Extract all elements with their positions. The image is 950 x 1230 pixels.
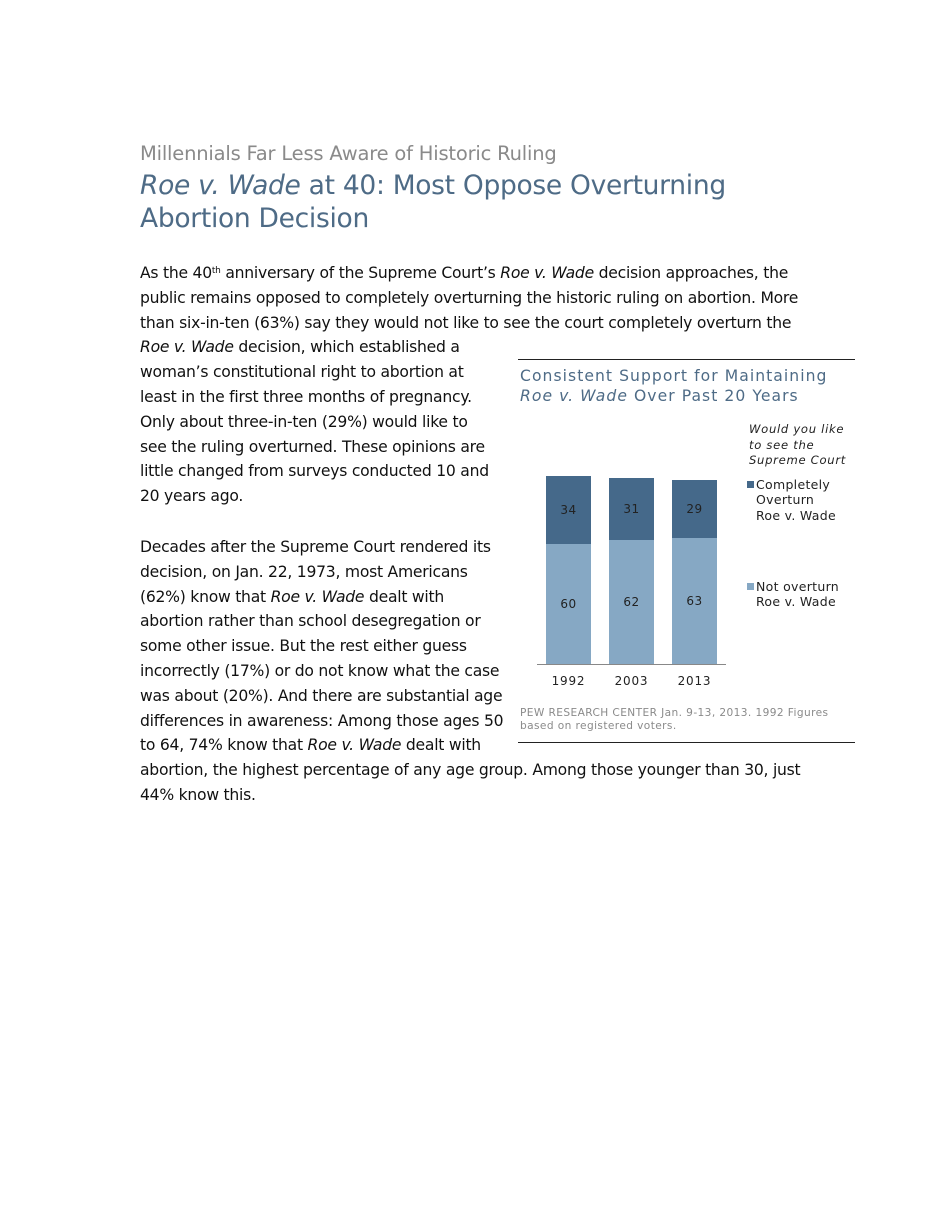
case-name: Roe v. Wade (270, 587, 365, 606)
legend-label-line: Not overturn (756, 579, 840, 594)
headline-line2: Abortion Decision (140, 203, 369, 234)
figure-title-line2-rest: Over Past 20 Years (627, 386, 799, 405)
stacked-bar-chart (500, 400, 750, 700)
p1-line: see the ruling overturned. These opinions are (140, 437, 485, 456)
p2-text: dealt with (364, 587, 444, 606)
case-name: Roe v. Wade (307, 736, 402, 755)
source-line: based on registered voters. (520, 720, 677, 732)
p1-line: 20 years ago. (140, 487, 244, 506)
legend-label-overturn (756, 477, 836, 523)
legend-label-line: Completely (756, 477, 831, 492)
p2-line: abortion rather than school desegregation or (140, 612, 481, 631)
p1-line: little changed from surveys conducted 10 and (140, 462, 489, 481)
figure-title-line1: Consistent Support for Maintaining (520, 367, 828, 385)
p1-text: decision approaches, the (593, 264, 789, 282)
legend-swatch-not-overturn (747, 583, 754, 590)
p1-line: than six-in-ten (63%) say they would not like to see the court completely overturn the (140, 313, 792, 332)
article-headline (140, 169, 780, 235)
legend-heading-line: Supreme Court (749, 453, 847, 467)
data-label-overturn-2003: 31 (623, 502, 640, 516)
data-label-not-overturn-2013: 63 (686, 594, 703, 608)
legend-heading-line: Would you like (749, 422, 845, 436)
headline-line1-rest: at 40: Most Oppose Overturning (300, 170, 726, 201)
data-label-overturn-1992: 34 (560, 503, 577, 517)
figure-top-rule (518, 359, 855, 360)
p1-line: Only about three-in-ten (29%) would like to (140, 412, 468, 431)
figure-bottom-rule (518, 742, 855, 743)
p2-line: Decades after the Supreme Court rendered its (140, 538, 491, 556)
p2-text: (62%) know that (140, 587, 271, 606)
p2-text: to 64, 74% know that (140, 736, 308, 755)
p1-line: woman’s constitutional right to abortion at (140, 363, 464, 382)
data-label-not-overturn-2003: 62 (623, 595, 640, 609)
p2-line: some other issue. But the rest either guess (140, 637, 467, 656)
p2-line: abortion, the highest percentage of any age group. Among those younger than 30, just (140, 761, 801, 780)
p1-text: As the 40 (140, 264, 212, 282)
source-line: PEW RESEARCH CENTER Jan. 9-13, 2013. 1992 Figures (520, 707, 829, 719)
p2-line: 44% know this. (140, 785, 256, 804)
case-name: Roe v. Wade (500, 264, 594, 282)
legend-heading-line: to see the (749, 437, 815, 452)
p1-line: least in the first three months of pregnancy. (140, 387, 472, 406)
legend-label-line: Roe v. Wade (756, 594, 836, 610)
legend-label-line: Roe v. Wade (756, 507, 836, 523)
ordinal-suffix: th (211, 266, 221, 276)
x-tick-label-1992: 1992 (551, 674, 586, 688)
x-tick-label-2003: 2003 (614, 674, 649, 688)
p2-line: incorrectly (17%) or do not know what the case (140, 661, 500, 680)
p1-line (140, 261, 798, 286)
figure-title-case-name: Roe v. Wade (520, 386, 628, 405)
x-tick-label-2013: 2013 (677, 674, 712, 688)
p2-line: differences in awareness: Among those ages 50 (140, 711, 504, 730)
legend-label-line: Overturn (756, 492, 815, 508)
p2-line: was about (20%). And there are substantial age (140, 686, 503, 705)
p1-line (140, 335, 798, 360)
data-label-not-overturn-1992: 60 (560, 597, 577, 611)
headline-case-name: Roe v. Wade (140, 170, 301, 201)
p2-line (140, 733, 800, 758)
case-name: Roe v. Wade (140, 338, 234, 357)
p2-text: dealt with (401, 736, 481, 755)
p1-line: public remains opposed to completely overturning the historic ruling on abortion. More (140, 288, 799, 307)
p1-text: anniversary of the Supreme Court’s (220, 264, 501, 282)
p1-text: decision, which established a (233, 338, 460, 357)
p2-line: decision, on Jan. 22, 1973, most Americans (140, 562, 468, 581)
figure-source-note (520, 707, 828, 733)
legend-swatch-overturn (747, 481, 754, 488)
legend-heading (749, 422, 846, 469)
data-label-overturn-2013: 29 (686, 502, 703, 516)
legend-label-not-overturn (756, 579, 839, 610)
article-kicker: Millennials Far Less Aware of Historic Ruling (140, 142, 557, 165)
